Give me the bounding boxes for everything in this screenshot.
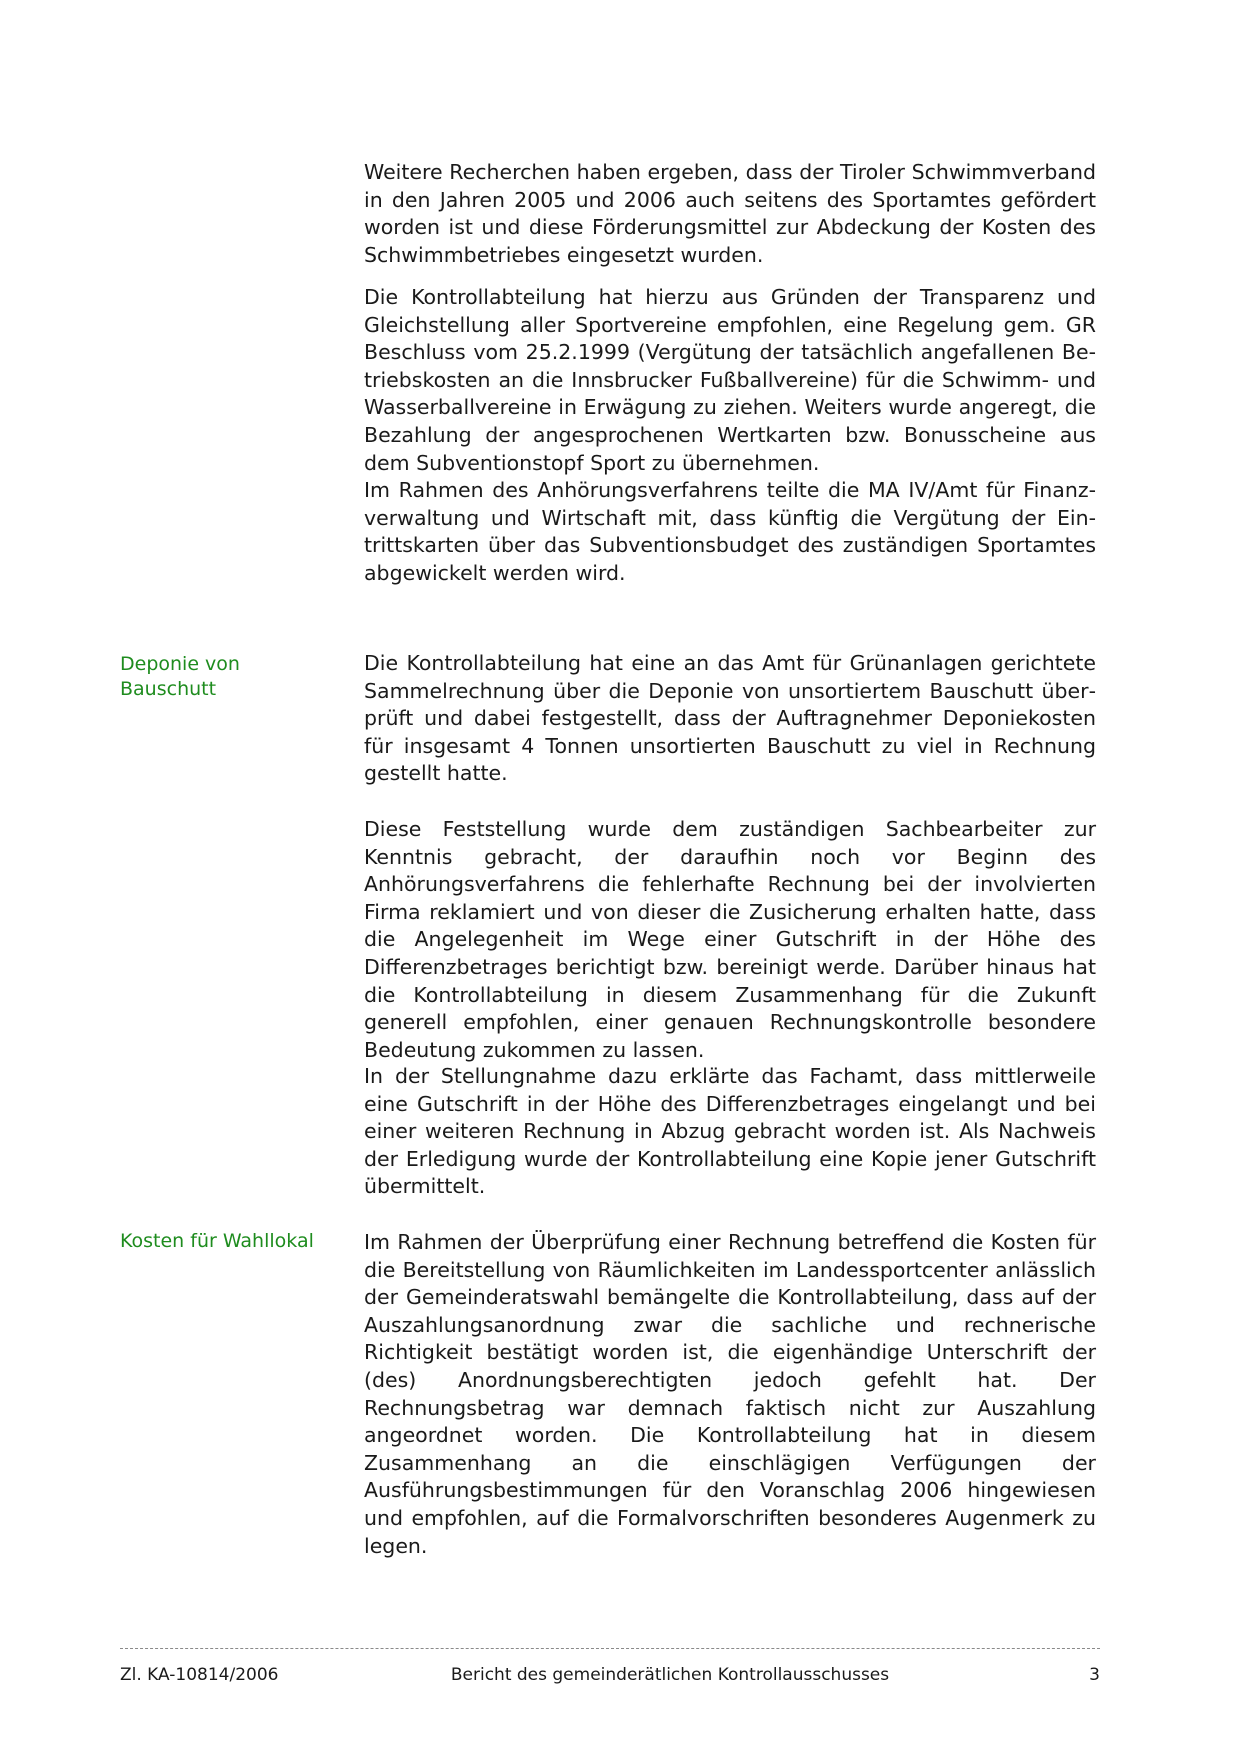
paragraph: Im Rahmen des Anhörungsverfahrens teilte die MA IV/Amt für Finanzverwaltung und Wirtschaft mit, dass künftig die Vergütung der Eintrittskarten über das Subventionsbudget des zuständigen Sportamtes abgewickelt werden wird. bbox=[364, 478, 1096, 585]
side-heading-deponie: Deponie von Bauschutt bbox=[120, 653, 240, 700]
footer-title: Bericht des gemeinderätlichen Kontrollausschusses bbox=[450, 1665, 890, 1685]
section-wahllokal bbox=[364, 1229, 1096, 1560]
paragraph: Im Rahmen der Überprüfung einer Rechnung betreffend die Kosten für die Bereitstellung von Räumlichkeiten im Landessportcenter anlässlich der Gemeinderatswahl bemängelte die Kontrollabteilung, dass auf der Auszahlungsanordnung zwar die sachliche und rechnerische Richtigkeit bestätigt worden ist, die eigenhändige Unterschrift der (des) Anordnungsberechtigten jedoch gefehlt hat. Der Rechnungsbetrag war demnach faktisch nicht zur Auszahlung angeordnet worden. Die Kontrollabteilung hat in diesem Zusammenhang an die einschlägigen Verfügungen der Ausführungsbestimmungen für den Voranschlag 2006 hingewiesen und empfohlen, auf die Formalvorschriften besonderes Augenmerk zu legen. bbox=[364, 1230, 1096, 1558]
paragraph: Die Kontrollabteilung hat eine an das Amt für Grünanlagen gerichtete Sammelrechnung über die Deponie von unsortiertem Bauschutt überprüft und dabei festgestellt, dass der Auftragnehmer Deponiekosten für insgesamt 4 Tonnen unsortierten Bauschutt zu viel in Rechnung gestellt hatte. bbox=[364, 651, 1096, 786]
page-number: 3 bbox=[1089, 1665, 1100, 1685]
paragraph: Weitere Recherchen haben ergeben, dass der Tiroler Schwimmverband in den Jahren 2005 und 2006 auch seitens des Sportamtes gefördert worden ist und diese Förderungsmittel zur Abdeckung der Kosten des Schwimmbetriebes eingesetzt wurden. bbox=[364, 160, 1096, 267]
paragraph: Diese Feststellung wurde dem zuständigen Sachbearbeiter zur Kenntnis gebracht, der daraufhin noch vor Beginn des Anhörungsverfahrens die fehlerhafte Rechnung bei der involvierten Firma reklamiert und von dieser die Zusicherung erhalten hatte, dass die Angelegenheit im Wege einer Gutschrift in der Höhe des Differenzbetrages berichtigt bzw. bereinigt werde. Darüber hinaus hat die Kontrollabteilung in diesem Zusammenhang für die Zukunft generell empfohlen, einer genauen Rechnungskontrolle besondere Bedeutung zukommen zu lassen. bbox=[364, 817, 1096, 1062]
paragraph: Die Kontrollabteilung hat hierzu aus Gründen der Transparenz und Gleichstellung aller Sportvereine empfohlen, eine Regelung gem. GR Beschluss vom 25.2.1999 (Vergütung der tatsächlich angefallenen Betriebskosten an die Innsbrucker Fußballvereine) für die Schwimm- und Wasserballvereine in Erwägung zu ziehen. Weiters wurde angeregt, die Bezahlung der angesprochenen Wertkarten bzw. Bonusscheine aus dem Subventionstopf Sport zu übernehmen. bbox=[364, 285, 1096, 475]
section-sport-funding bbox=[364, 159, 1096, 269]
footer-divider bbox=[120, 1648, 1100, 1649]
section-deponie-response bbox=[364, 1063, 1096, 1201]
footer-reference: Zl. KA-10814/2006 bbox=[120, 1665, 279, 1685]
section-deponie-followup bbox=[364, 816, 1096, 1064]
section-sport-funding-recommendation bbox=[364, 284, 1096, 588]
section-deponie bbox=[364, 650, 1096, 788]
side-heading-wahllokal: Kosten für Wahllokal bbox=[120, 1230, 314, 1252]
paragraph: In der Stellungnahme dazu erklärte das Fachamt, dass mittlerweile eine Gutschrift in der Höhe des Differenzbetrages eingelangt und bei einer weiteren Rechnung in Abzug gebracht worden ist. Als Nachweis der Erledigung wurde der Kontrollabteilung eine Kopie jener Gutschrift übermittelt. bbox=[364, 1064, 1096, 1199]
